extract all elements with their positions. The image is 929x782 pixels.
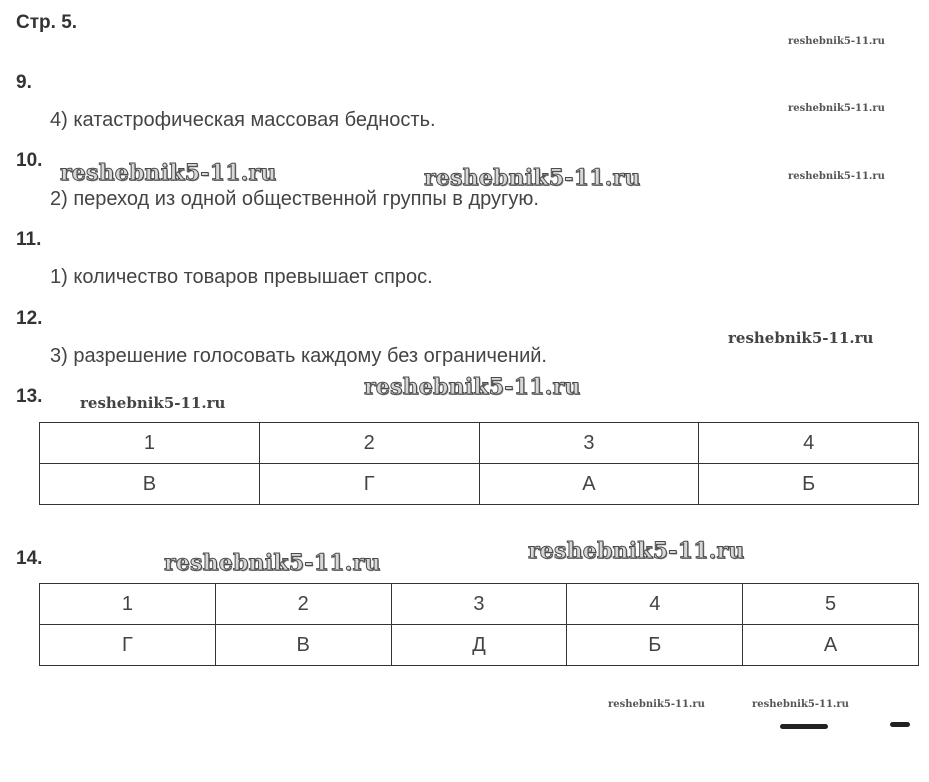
table-14-value-cell: Б: [567, 625, 743, 666]
watermark: reshebnik5-11.ru: [528, 538, 745, 564]
table-13-header-cell: 3: [479, 423, 699, 464]
question-12-answer: 3) разрешение голосовать каждому без ограничений.: [50, 345, 547, 367]
answer-table-13: [39, 422, 919, 505]
question-9-number: 9.: [16, 72, 32, 93]
watermark: reshebnik5-11.ru: [608, 699, 705, 710]
table-13-value-cell: Б: [699, 464, 919, 505]
question-10-answer: 2) переход из одной общественной группы в другую.: [50, 188, 539, 210]
question-11-answer: 1) количество товаров превышает спрос.: [50, 266, 433, 288]
table-14-value-cell: Г: [40, 625, 216, 666]
table-13-header-cell: 1: [40, 423, 260, 464]
question-12-number: 12.: [16, 308, 43, 329]
table-13-value-row: [40, 464, 919, 505]
watermark: reshebnik5-11.ru: [424, 165, 641, 191]
table-14-value-cell: В: [215, 625, 391, 666]
page-title: Стр. 5.: [16, 12, 78, 33]
table-13-value-cell: В: [40, 464, 260, 505]
question-11-number: 11.: [16, 229, 42, 250]
table-14-value-cell: А: [743, 625, 919, 666]
question-13-number: 13.: [16, 386, 43, 407]
watermark: reshebnik5-11.ru: [728, 329, 874, 347]
table-14-header-row: [40, 584, 919, 625]
watermark: reshebnik5-11.ru: [788, 36, 885, 47]
watermark: reshebnik5-11.ru: [80, 394, 226, 412]
answer-table-14: [39, 583, 919, 666]
table-14-header-cell: 1: [40, 584, 216, 625]
question-14-number: 14.: [16, 548, 43, 569]
question-10-number: 10.: [16, 150, 43, 171]
watermark: reshebnik5-11.ru: [788, 171, 885, 182]
table-14-header-cell: 5: [743, 584, 919, 625]
table-13-header-cell: 2: [259, 423, 479, 464]
watermark: reshebnik5-11.ru: [364, 374, 581, 400]
table-14-header-cell: 2: [215, 584, 391, 625]
table-14-header-cell: 3: [391, 584, 567, 625]
table-14-value-cell: Д: [391, 625, 567, 666]
watermark: reshebnik5-11.ru: [164, 550, 381, 576]
watermark: reshebnik5-11.ru: [60, 160, 277, 186]
watermark: reshebnik5-11.ru: [752, 699, 849, 710]
table-13-value-cell: А: [479, 464, 699, 505]
table-14-header-cell: 4: [567, 584, 743, 625]
ink-scribble: [780, 724, 828, 729]
table-13-value-cell: Г: [259, 464, 479, 505]
table-13-header-cell: 4: [699, 423, 919, 464]
ink-scribble: [890, 722, 910, 727]
watermark: reshebnik5-11.ru: [788, 103, 885, 114]
table-14-value-row: [40, 625, 919, 666]
table-13-header-row: [40, 423, 919, 464]
question-9-answer: 4) катастрофическая массовая бедность.: [50, 109, 436, 131]
